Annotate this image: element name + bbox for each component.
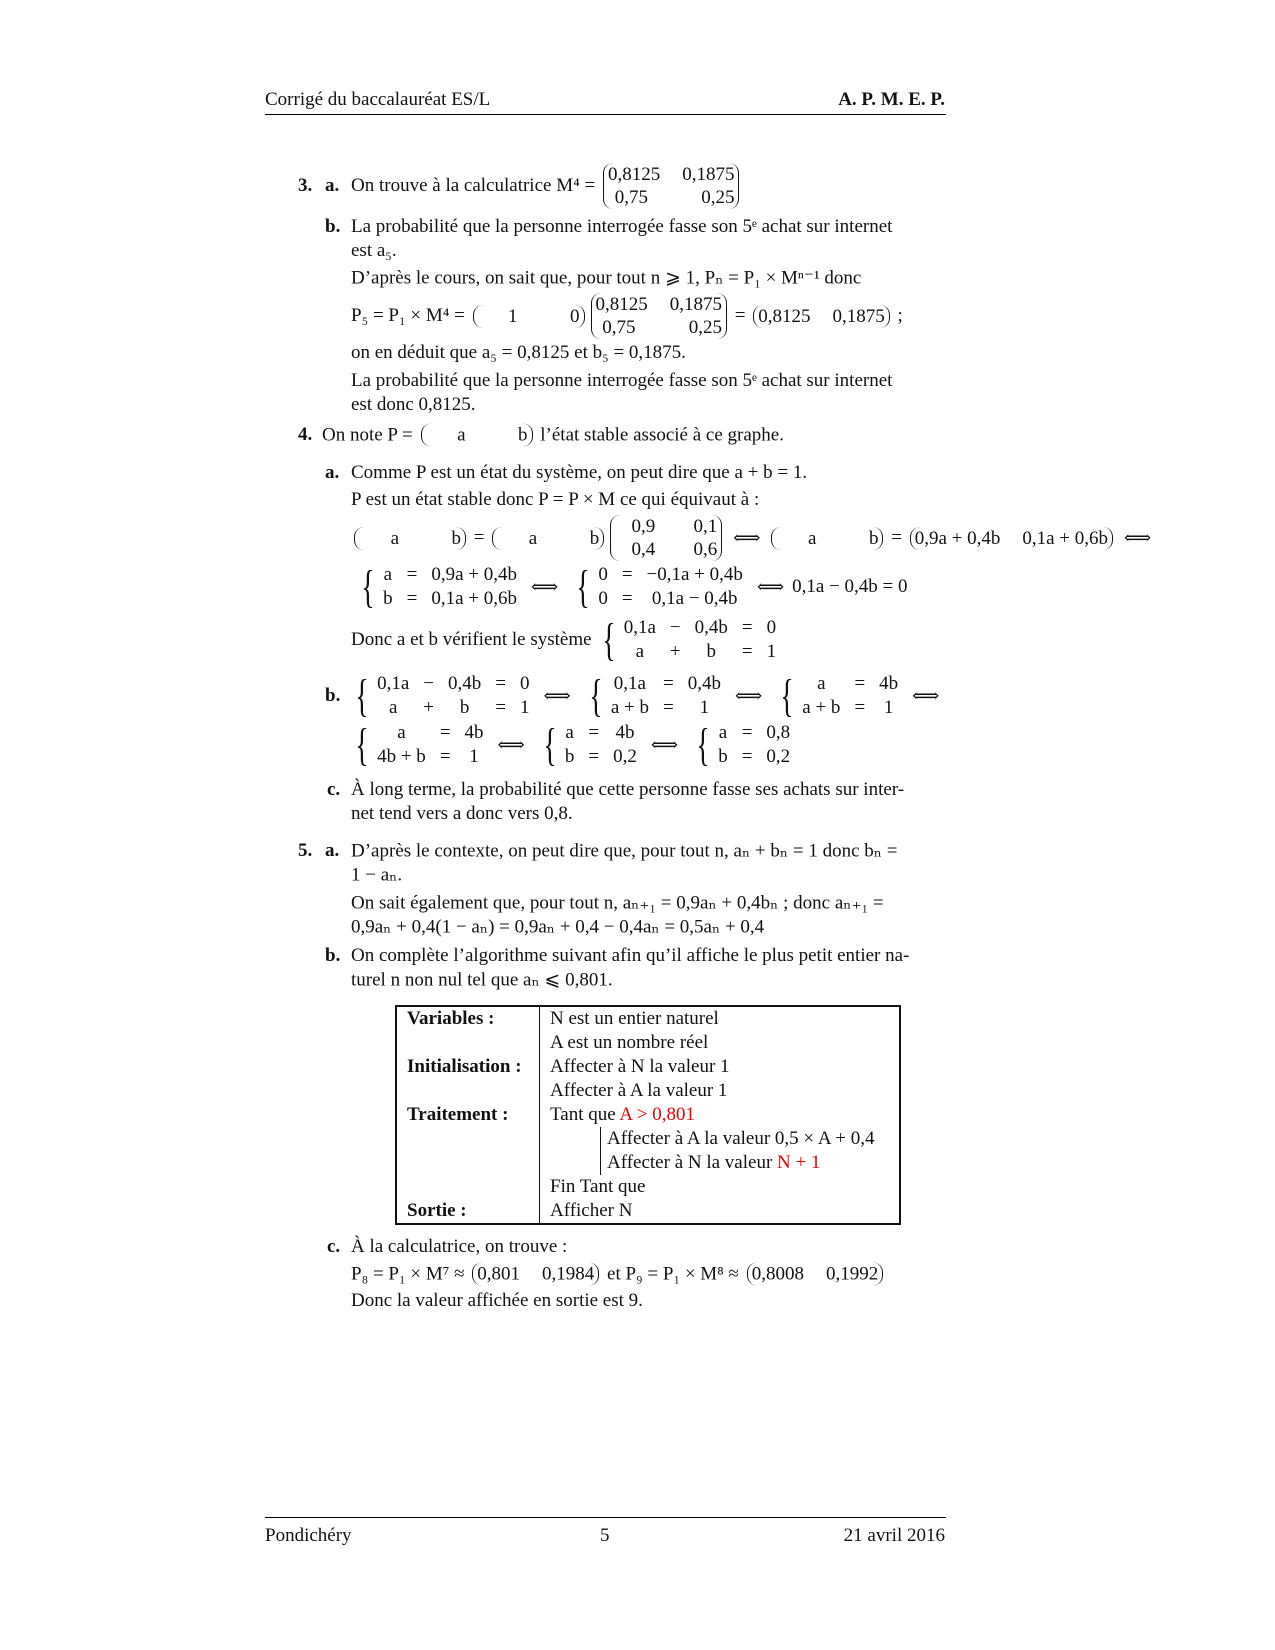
system-cell: = [495, 697, 506, 718]
text-run: N est un entier naturel [550, 1008, 719, 1029]
footer-date: 21 avril 2016 [843, 1525, 945, 1546]
equation-system [776, 672, 898, 720]
matrix [747, 1263, 884, 1286]
algo-initialisation-label: Initialisation : [396, 1055, 540, 1103]
text-run: Afficher N [550, 1200, 633, 1221]
matrix [771, 527, 883, 550]
algo-line [550, 1055, 889, 1079]
text-run: On complète l’algorithme suivant afin qu’il affiche le plus petit entier na- [351, 945, 910, 966]
text-run: Tant que [550, 1104, 620, 1125]
brace-symbol: { [780, 670, 794, 721]
text-run: est a₅. [351, 240, 397, 261]
question-3a-label: a. [325, 175, 340, 196]
system-cell: 1 [519, 697, 530, 718]
system-cell: 1 [766, 641, 777, 662]
system-cell: = [741, 641, 753, 662]
text-run: P₈ = P₁ × M⁷ ≈ [351, 1263, 470, 1284]
q4a-line [351, 616, 782, 664]
text-run: À la calculatrice, on trouve : [351, 1236, 568, 1257]
question-4c-label: c. [327, 779, 341, 800]
system-cell: = [662, 673, 674, 694]
system-cell: 0 [766, 617, 777, 638]
system-cell: a [635, 641, 644, 662]
text-run: l’état stable associé à ce graphe. [535, 424, 784, 445]
matrix-cell: 0,1875 [832, 305, 885, 327]
q4a-line [351, 515, 1159, 561]
text-run: Affecter à N la valeur 1 [550, 1056, 730, 1077]
matrix [603, 163, 740, 209]
matrix-cell: 0,1 [693, 516, 718, 537]
q5b-line [351, 945, 909, 967]
system-cell: 0,9a + 0,4b [431, 564, 517, 585]
q5c-line [351, 1263, 886, 1286]
matrix [492, 527, 604, 550]
text-run: La probabilité que la personne interrogée fasse son 5ᵉ achat sur internet [351, 370, 893, 391]
matrix-row [776, 527, 878, 550]
system-cell: = [621, 564, 633, 585]
q3b-line [351, 342, 686, 364]
matrix-cell: 0,1984 [542, 1263, 595, 1285]
text-run: Affecter à A la valeur 1 [550, 1080, 728, 1101]
text-run: = [730, 305, 751, 326]
algo-line [550, 1079, 889, 1103]
system-cell: 0,1a [377, 673, 410, 694]
q5a-line [351, 892, 884, 915]
q3b-line [351, 394, 476, 416]
brace-symbol: { [602, 614, 616, 665]
system-cell: 0 [598, 588, 608, 609]
equivalence-symbol: ⟺ [733, 527, 761, 549]
text-run: Fin Tant que [550, 1176, 646, 1197]
system-cell: 0 [598, 564, 608, 585]
matrix-cell: 0,8125 [595, 294, 648, 315]
equivalence-symbol: ⟺ [912, 685, 940, 707]
header-title: Corrigé du baccalauréat ES/L [265, 89, 491, 110]
system-cell: = [854, 697, 866, 718]
equation-system [598, 616, 776, 664]
matrix-cell: 0,801 [477, 1263, 521, 1285]
matrix-row [596, 316, 723, 339]
system-cell: 0,2 [613, 746, 637, 767]
matrix [591, 293, 728, 339]
system-rows [383, 563, 517, 611]
matrix-cell: 1 [508, 305, 518, 327]
system-cell: 0 [519, 673, 530, 694]
system-cell: − [669, 617, 681, 638]
header-org: A. P. M. E. P. [838, 89, 945, 110]
algo-loop-body [600, 1127, 889, 1175]
system-cell: 1 [469, 746, 479, 767]
system-rows [718, 721, 790, 769]
equation-system [585, 672, 721, 720]
system-cell: = [495, 673, 506, 694]
equation-system [357, 563, 517, 611]
question-5-number: 5. [298, 840, 313, 861]
question-4b-label: b. [325, 685, 341, 706]
system-cell: 0,1a [613, 673, 646, 694]
system-cell: b [383, 588, 393, 609]
question-5a-label: a. [325, 840, 340, 861]
brace-symbol: { [355, 719, 369, 770]
matrix [610, 515, 722, 561]
text-run: On sait également que, pour tout n, aₙ₊₁ = 0,9aₙ + 0,4bₙ ; donc aₙ₊₁ = [351, 892, 884, 914]
text-run: A est un nombre réel [550, 1032, 709, 1053]
matrix-row [608, 186, 735, 209]
brace-symbol: { [589, 670, 603, 721]
matrix-row [596, 293, 723, 316]
text-run: on en déduit que a₅ = 0,8125 et b₅ = 0,1875. [351, 342, 686, 363]
system-rows [565, 721, 637, 769]
algorithm-table [395, 1005, 901, 1225]
brace-symbol: { [355, 670, 369, 721]
q5c-line [351, 1290, 643, 1312]
equivalence-symbol: ⟺ [530, 576, 559, 598]
question-5c-label: c. [327, 1236, 341, 1257]
system-cell: = [662, 697, 674, 718]
system-cell: 4b [464, 722, 484, 743]
system-cell: a [383, 564, 393, 585]
q5a-line [351, 840, 897, 863]
system-cell: −0,1a + 0,4b [646, 564, 743, 585]
matrix-cell: 0,8008 [751, 1263, 804, 1285]
system-cell: 0,2 [766, 746, 791, 767]
text-run: Comme P est un état du système, on peut dire que a + b = 1. [351, 462, 808, 483]
matrix [421, 424, 533, 447]
algo-line [550, 1007, 889, 1031]
system-cell: = [741, 722, 753, 743]
q4b-line [345, 721, 796, 769]
text-run: P₅ = P₁ × M⁴ = [351, 305, 470, 326]
system-cell: b [706, 641, 716, 662]
text-run: Affecter à N la valeur [607, 1152, 778, 1173]
system-rows [377, 672, 529, 720]
system-cell: + [423, 697, 434, 718]
equivalence-symbol: ⟺ [734, 685, 763, 707]
system-cell: b [564, 746, 575, 767]
equation-system [351, 721, 484, 769]
question-4-number: 4. [298, 424, 313, 445]
footer-rule [265, 1517, 946, 1518]
brace-symbol: { [576, 561, 590, 612]
q3a-line [351, 163, 742, 209]
matrix-cell: 0,6 [693, 539, 718, 560]
system-rows [377, 721, 483, 769]
matrix-cell: 0 [570, 305, 580, 327]
matrix-cell: 0,25 [701, 187, 735, 208]
system-cell: a [388, 697, 398, 718]
matrix-cell: 0,1875 [669, 294, 723, 315]
text-run: est donc 0,8125. [351, 394, 476, 415]
system-cell: = [588, 746, 600, 767]
matrix [910, 527, 1113, 550]
system-rows [802, 672, 898, 720]
q5c-line [351, 1236, 567, 1258]
matrix-cell: 0,1875 [682, 164, 735, 185]
question-3-number: 3. [298, 175, 313, 196]
system-cell: a [397, 722, 406, 743]
system-cell: 1 [699, 697, 710, 718]
system-cell: 4b + b [377, 746, 426, 767]
system-cell: = [854, 673, 866, 694]
text-run: La probabilité que la personne interrogée fasse son 5ᵉ achat sur internet [351, 216, 893, 237]
matrix-cell: 0,75 [602, 317, 636, 338]
algo-line [550, 1175, 889, 1199]
text-run: Donc a et b vérifient le système [351, 629, 592, 650]
algo-line [607, 1127, 889, 1151]
matrix-cell: b [589, 527, 600, 549]
matrix-row [478, 305, 580, 328]
brace-symbol: { [361, 561, 375, 612]
text-run: 0,1a − 0,4b = 0 [792, 576, 908, 597]
equation-system [692, 721, 790, 769]
text-run: net tend vers a donc vers 0,8. [351, 803, 573, 824]
equivalence-symbol: ⟺ [756, 576, 785, 598]
algo-traitement-label: Traitement : [396, 1103, 540, 1199]
algo-variables-label: Variables : [396, 1006, 540, 1055]
system-cell: a [817, 673, 826, 694]
q3b-line [351, 370, 892, 392]
matrix-cell: 0,1992 [826, 1263, 879, 1285]
text-run: D’après le cours, on sait que, pour tout n ⩾ 1, Pₙ = P₁ × Mⁿ⁻¹ donc [351, 267, 862, 289]
system-cell: = [741, 617, 753, 638]
matrix [472, 1263, 599, 1286]
q3b-line [351, 267, 861, 290]
text-run: 1 − aₙ. [351, 864, 403, 886]
text-run: À long terme, la probabilité que cette personne fasse ses achats sur inter- [351, 779, 905, 800]
equivalence-symbol: ⟺ [543, 685, 571, 707]
system-cell: 1 [883, 697, 894, 718]
system-cell: = [621, 588, 633, 609]
equation-system [351, 672, 529, 720]
matrix-row [497, 527, 599, 550]
matrix-cell: 0,9a + 0,4b [914, 527, 1001, 549]
q5b-line [351, 969, 613, 992]
system-cell: 0,1a [623, 617, 656, 638]
q3b-line [351, 240, 397, 262]
system-cell: 0,1a − 0,4b [651, 588, 738, 609]
page-number: 5 [600, 1525, 610, 1546]
question-5b-label: b. [325, 945, 341, 966]
q3b-line [351, 293, 903, 339]
matrix-row [477, 1263, 594, 1286]
matrix-row [608, 163, 735, 186]
q4a-line [351, 489, 759, 511]
algo-line [550, 1199, 889, 1223]
text-run: Donc la valeur affichée en sortie est 9. [351, 1290, 643, 1311]
equivalence-symbol: ⟺ [1124, 527, 1152, 549]
matrix [753, 305, 890, 328]
system-cell: a [565, 722, 574, 743]
system-cell: − [423, 673, 434, 694]
system-cell: = [406, 588, 418, 609]
text-run: On note P = [322, 424, 418, 445]
q4c-line [351, 779, 904, 801]
algo-line [607, 1151, 889, 1175]
text-run: = [469, 527, 490, 548]
equivalence-symbol: ⟺ [497, 734, 525, 756]
matrix-cell: a [457, 424, 466, 446]
system-rows [598, 563, 743, 611]
system-cell: 0,4b [694, 617, 728, 638]
matrix-cell: a [808, 527, 817, 549]
system-cell: + [669, 641, 681, 662]
equation-system [539, 721, 637, 769]
matrix-cell: 0,75 [614, 187, 648, 208]
matrix-row [359, 527, 461, 550]
matrix-cell: 0,9 [631, 516, 656, 537]
matrix-cell: 0,8125 [607, 164, 661, 185]
q5a-line [351, 864, 402, 887]
q4c-line [351, 803, 573, 825]
system-cell: a + b [802, 697, 841, 718]
system-rows [611, 672, 721, 720]
system-cell: 4b [615, 722, 635, 743]
system-cell: a [718, 722, 728, 743]
text-run: turel n non nul tel que aₙ ⩽ 0,801. [351, 969, 613, 991]
equivalence-symbol: ⟺ [650, 734, 679, 756]
system-cell: b [718, 746, 728, 767]
matrix-row [915, 527, 1108, 550]
algo-line [550, 1031, 889, 1055]
system-cell: = [588, 722, 600, 743]
system-cell: a + b [610, 697, 649, 718]
highlighted-text: A > 0,801 [619, 1104, 696, 1125]
highlighted-text: N + 1 [777, 1152, 821, 1173]
q4a-line [351, 462, 807, 484]
matrix-cell: a [528, 527, 538, 549]
header-rule [265, 114, 946, 115]
algo-sortie-label: Sortie : [396, 1199, 540, 1224]
matrix-cell: b [518, 424, 528, 446]
system-cell: 4b [879, 673, 899, 694]
question-3b-label: b. [325, 216, 341, 237]
system-cell: = [439, 722, 451, 743]
text-run: ; [892, 305, 903, 326]
q4-line [322, 424, 784, 447]
text-run: = [886, 527, 907, 548]
matrix-cell: b [451, 527, 461, 549]
matrix-cell: 0,8125 [758, 305, 811, 327]
text-run: et P₉ = P₁ × M⁸ ≈ [602, 1263, 744, 1284]
matrix-cell: 0,25 [688, 317, 723, 338]
brace-symbol: { [543, 719, 557, 770]
text-run: On trouve à la calculatrice M⁴ = [351, 175, 600, 196]
brace-symbol: { [696, 719, 710, 770]
text-run: 0,9aₙ + 0,4(1 − aₙ) = 0,9aₙ + 0,4 − 0,4aₙ = 0,5aₙ + 0,4 [351, 916, 765, 938]
q3b-line [351, 216, 892, 238]
matrix-cell: a [390, 527, 399, 549]
matrix-cell: b [868, 527, 879, 549]
q4b-line [345, 672, 947, 720]
q4a-line [351, 563, 908, 611]
system-cell: 0,1a + 0,6b [431, 588, 517, 609]
system-cell: b [459, 697, 470, 718]
matrix [354, 527, 466, 550]
matrix-cell: 0,4 [631, 539, 656, 560]
system-cell: = [741, 746, 753, 767]
system-cell: 0,4b [687, 673, 721, 694]
footer-location: Pondichéry [265, 1525, 352, 1546]
text-run: Affecter à A la valeur 0,5 × A + 0,4 [607, 1128, 875, 1149]
q5a-line [351, 916, 764, 939]
system-rows [624, 616, 776, 664]
text-run: P est un état stable donc P = P × M ce qui équivaut à : [351, 489, 760, 510]
matrix-row [758, 305, 885, 328]
system-cell: 0,8 [766, 722, 791, 743]
text-run: D’après le contexte, on peut dire que, pour tout n, aₙ + bₙ = 1 donc bₙ = [351, 840, 898, 862]
matrix-row [615, 515, 717, 538]
system-cell: = [439, 746, 451, 767]
matrix-row [615, 538, 717, 561]
system-cell: = [406, 564, 418, 585]
question-4a-label: a. [325, 462, 340, 483]
matrix [473, 305, 585, 328]
equation-system [572, 563, 743, 611]
algo-line [550, 1103, 889, 1127]
matrix-row [426, 424, 528, 447]
system-cell: 0,4b [448, 673, 482, 694]
matrix-row [752, 1263, 879, 1286]
matrix-cell: 0,1a + 0,6b [1022, 527, 1108, 549]
